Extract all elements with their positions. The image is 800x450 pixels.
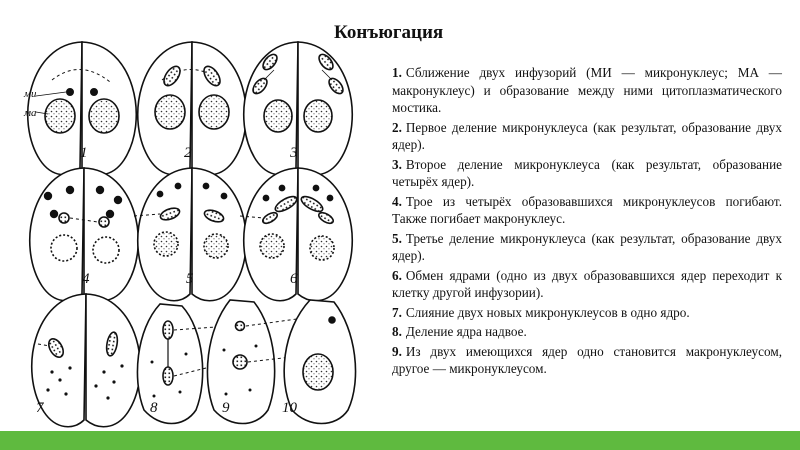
step-item [392,323,782,341]
stage-label-4: 4 [82,271,90,287]
step-item [392,343,782,378]
step-text: Второе деление микронуклеуса (как результат, образование четырёх ядер). [392,156,782,189]
stage-7-pair [32,294,141,427]
stage-3-pair [244,42,353,175]
stage-label-9: 9 [222,400,230,416]
stage-label-5: 5 [186,271,194,287]
steps-list [392,64,782,380]
step-number: 2. [392,119,402,135]
stage-label-1: 1 [80,145,88,161]
stage-label-7: 7 [36,400,44,416]
step-number: 7. [392,304,402,320]
step-text: Сближение двух инфузорий (МИ — микронуклеус; МА — макронуклеус) и образование между ними цитоплазматического мостика. [392,65,782,115]
step-number: 3. [392,156,402,172]
step-number: 1. [392,65,402,80]
step-text: Первое деление микронуклеуса (как результат, образование двух ядер). [392,119,782,152]
stage-label-8: 8 [150,400,158,416]
step-text: Деление ядра надвое. [405,324,527,339]
step-text: Из двух имеющихся ядер одно становится макронуклеусом, другое — микронуклеусом. [392,343,782,376]
step-number: 5. [392,230,402,246]
stage-label-6: 6 [290,271,298,287]
page-title: Конъюгация [334,22,444,43]
step-number: 9. [392,343,402,359]
step-item [392,119,782,154]
step-item [392,304,782,322]
step-item [392,156,782,191]
step-item [392,267,782,302]
step-item [392,64,782,117]
step-text: Слияние двух новых микронуклеусов в одно ядро. [405,304,690,320]
step-item [392,230,782,265]
step-text: Третье деление микронуклеуса (как результат, образование двух ядер). [392,230,782,263]
stage-label-3: 3 [290,145,298,161]
stage-label-10: 10 [282,400,297,416]
step-text: Трое из четырёх образовавшихся микронуклеусов погибают. Также погибает макронуклеус. [392,193,782,226]
step-text: Обмен ядрами (одно из двух образовавшихся ядер переходит к клетку другой инфузории). [392,267,782,300]
stage-2-pair [138,42,247,175]
mi-label: ми [24,88,37,100]
step-item [392,193,782,228]
step-number: 8. [392,324,402,339]
ma-label: ма [24,107,37,119]
accent-bar [0,431,800,450]
stage-label-2: 2 [184,145,192,161]
step-number: 4. [392,193,402,209]
step-number: 6. [392,267,402,283]
